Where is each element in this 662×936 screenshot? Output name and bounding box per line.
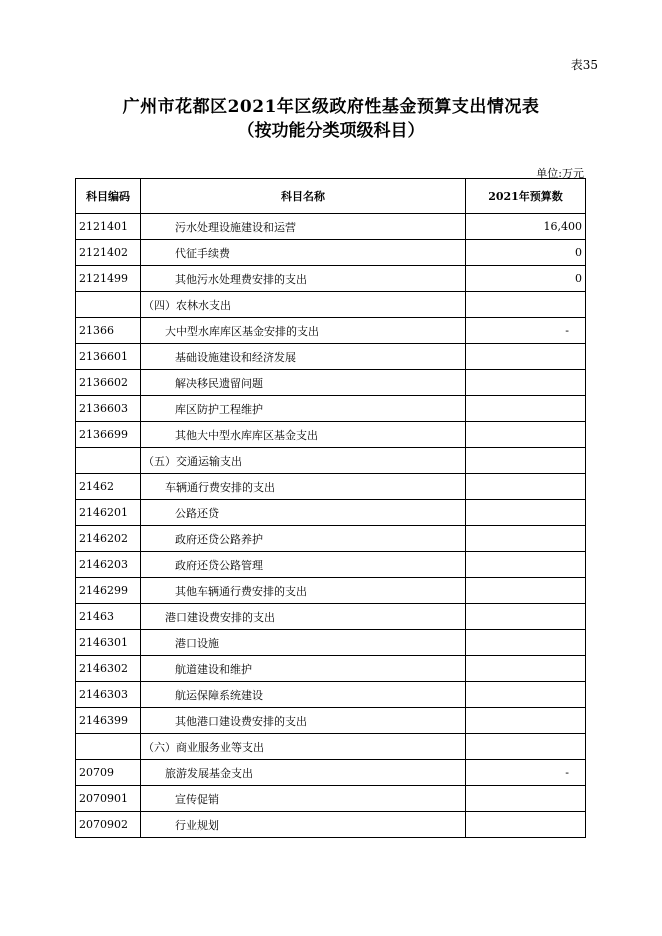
table-row [76,552,586,578]
row-amount [466,682,586,708]
row-amount [466,526,586,552]
table-row [76,344,586,370]
table-row [76,448,586,474]
row-code: 21463 [76,604,141,630]
header-amount: 2021年预算数 [466,179,586,214]
row-name: 大中型水库库区基金安排的支出 [141,318,466,344]
table-row [76,578,586,604]
row-code: 2146399 [76,708,141,734]
row-name: 行业规划 [141,812,466,838]
row-code: 2121402 [76,240,141,266]
row-name: 其他大中型水库库区基金支出 [141,422,466,448]
row-name: 其他港口建设费安排的支出 [141,708,466,734]
row-name: 港口建设费安排的支出 [141,604,466,630]
row-name: 库区防护工程维护 [141,396,466,422]
row-name: 公路还贷 [141,500,466,526]
table-header-row [76,179,586,214]
table-row [76,240,586,266]
row-code: 2136699 [76,422,141,448]
row-amount [466,630,586,656]
table-row [76,266,586,292]
row-amount [466,474,586,500]
page-title: 广州市花都区2021年区级政府性基金预算支出情况表 [122,97,540,117]
row-code: 2146299 [76,578,141,604]
table-row [76,604,586,630]
row-name: 港口设施 [141,630,466,656]
row-code: 21462 [76,474,141,500]
row-amount [466,734,586,760]
row-name: （六）商业服务业等支出 [141,734,466,760]
row-code: 2136603 [76,396,141,422]
row-amount [466,578,586,604]
row-code: 2146201 [76,500,141,526]
row-name: 解决移民遗留问题 [141,370,466,396]
row-name: 污水处理设施建设和运营 [141,214,466,240]
table-row [76,630,586,656]
table-row [76,214,586,240]
table-row [76,682,586,708]
row-name: （四）农林水支出 [141,292,466,318]
row-code: 2121499 [76,266,141,292]
row-name: 其他污水处理费安排的支出 [141,266,466,292]
row-name: 政府还贷公路管理 [141,552,466,578]
row-code [76,734,141,760]
table-row [76,370,586,396]
row-code: 21366 [76,318,141,344]
row-name: 航运保障系统建设 [141,682,466,708]
unit-label: 单位:万元 [536,167,584,180]
row-code: 2146202 [76,526,141,552]
table-row [76,422,586,448]
table-row [76,734,586,760]
row-amount: 0 [466,266,586,292]
row-code: 2146302 [76,656,141,682]
row-amount [466,448,586,474]
row-amount: 0 [466,240,586,266]
table-row [76,474,586,500]
table-row [76,812,586,838]
row-code [76,292,141,318]
row-code: 2146203 [76,552,141,578]
row-amount: - [466,318,586,344]
row-amount [466,708,586,734]
row-code: 2136601 [76,344,141,370]
row-code: 2070902 [76,812,141,838]
page-number: 表35 [570,58,598,72]
table-row [76,760,586,786]
table-row [76,500,586,526]
row-name: 政府还贷公路养护 [141,526,466,552]
table-row [76,656,586,682]
row-amount [466,552,586,578]
row-code: 20709 [76,760,141,786]
row-name: 其他车辆通行费安排的支出 [141,578,466,604]
row-amount [466,656,586,682]
table-row [76,318,586,344]
row-name: 基础设施建设和经济发展 [141,344,466,370]
row-amount [466,396,586,422]
budget-table [75,178,586,838]
row-code: 2121401 [76,214,141,240]
row-code: 2146303 [76,682,141,708]
header-name: 科目名称 [141,179,466,214]
row-name: 旅游发展基金支出 [141,760,466,786]
table-row [76,396,586,422]
row-code: 2146301 [76,630,141,656]
row-amount [466,604,586,630]
header-code: 科目编码 [76,179,141,214]
table-row [76,786,586,812]
row-amount: - [466,760,586,786]
row-name: 代征手续费 [141,240,466,266]
row-amount [466,786,586,812]
table-body [76,214,586,838]
row-amount [466,344,586,370]
row-amount [466,500,586,526]
table-row [76,526,586,552]
table-row [76,708,586,734]
row-name: 航道建设和维护 [141,656,466,682]
row-code: 2070901 [76,786,141,812]
row-amount [466,812,586,838]
row-amount: 16,400 [466,214,586,240]
row-name: （五）交通运输支出 [141,448,466,474]
row-code: 2136602 [76,370,141,396]
row-amount [466,422,586,448]
row-amount [466,292,586,318]
row-code [76,448,141,474]
row-amount [466,370,586,396]
page-subtitle: （按功能分类项级科目） [237,121,425,141]
row-name: 宣传促销 [141,786,466,812]
table-row [76,292,586,318]
row-name: 车辆通行费安排的支出 [141,474,466,500]
